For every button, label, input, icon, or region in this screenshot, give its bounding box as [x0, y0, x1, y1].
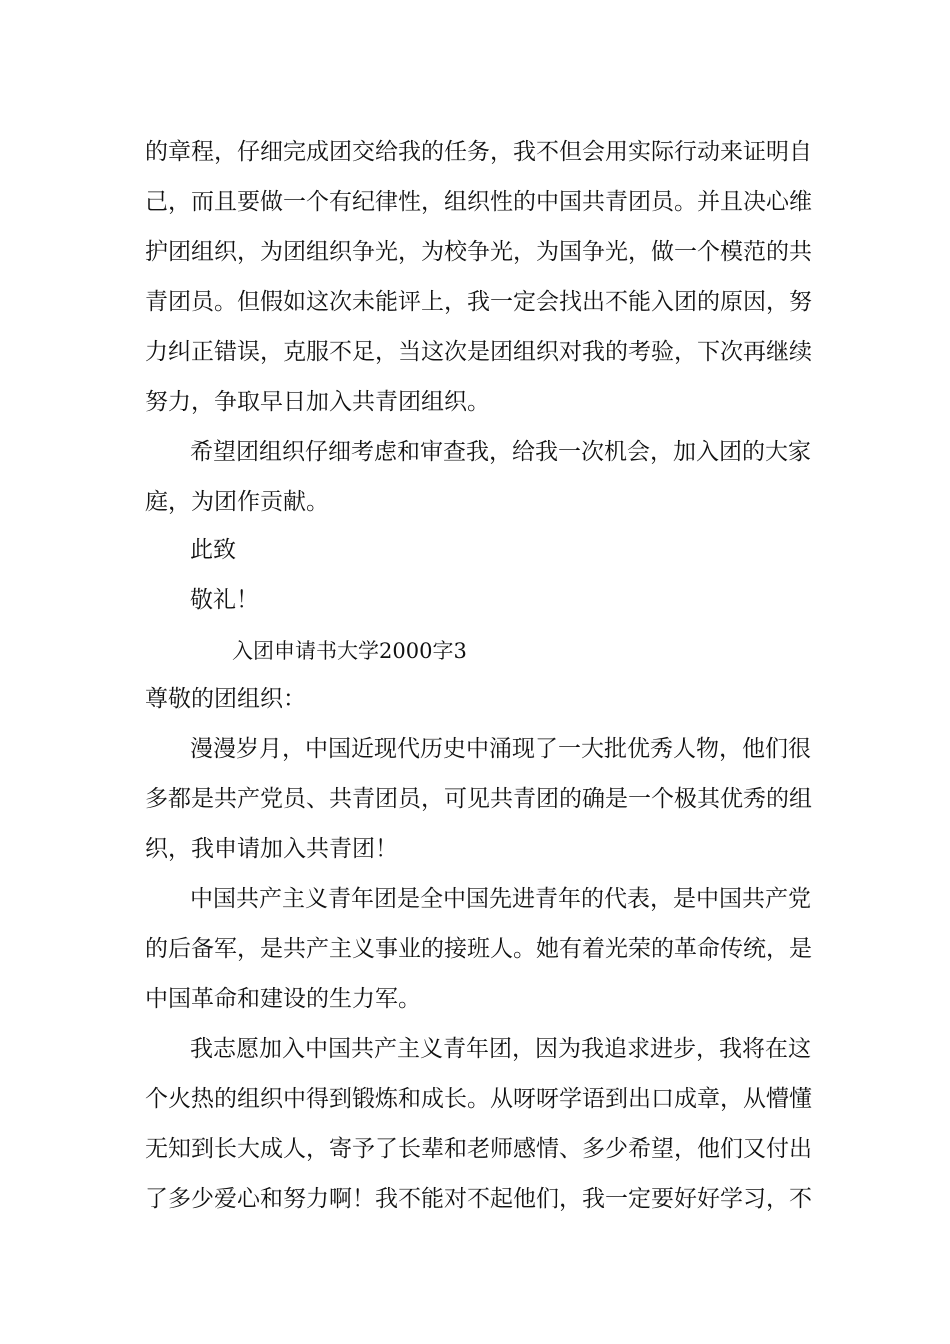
- paragraph-line: 个火热的组织中得到锻炼和成长。从呀呀学语到出口成章，从懵懂: [145, 1086, 812, 1112]
- paragraph-line: 己，而且要做一个有纪律性，组织性的中国共青团员。并且决心维: [145, 189, 812, 215]
- paragraph-line: 的后备军，是共产主义事业的接班人。她有着光荣的革命传统，是: [145, 936, 812, 962]
- paragraph-line: 多都是共产党员、共青团员，可见共青团的确是一个极其优秀的组: [145, 786, 812, 812]
- paragraph-line: 庭，为团作贡献。: [145, 489, 329, 515]
- paragraph-line: 努力，争取早日加入共青团组织。: [145, 389, 490, 415]
- paragraph-line: 希望团组织仔细考虑和审查我，给我一次机会，加入团的大家: [190, 439, 811, 465]
- paragraph-line: 青团员。但假如这次未能评上，我一定会找出不能入团的原因，努: [145, 289, 812, 315]
- paragraph-line: 中国共产主义青年团是全中国先进青年的代表，是中国共产党: [190, 886, 811, 912]
- paragraph-line: 力纠正错误，克服不足，当这次是团组织对我的考验，下次再继续: [145, 339, 812, 365]
- paragraph-line: 的章程，仔细完成团交给我的任务，我不但会用实际行动来证明自: [145, 139, 812, 165]
- greeting: 尊敬的团组织：: [145, 686, 306, 712]
- paragraph-line: 护团组织，为团组织争光，为校争光，为国争光，做一个模范的共: [145, 239, 812, 265]
- paragraph-line: 了多少爱心和努力啊！我不能对不起他们，我一定要好好学习，不: [145, 1186, 812, 1212]
- paragraph-line: 中国革命和建设的生力军。: [145, 986, 421, 1012]
- paragraph-line: 无知到长大成人，寄予了长辈和老师感情、多少希望，他们又付出: [145, 1136, 812, 1162]
- section-title: 入团申请书大学2000字3: [232, 639, 467, 663]
- paragraph-line: 织，我申请加入共青团！: [145, 836, 398, 862]
- closing-regards: 敬礼！: [190, 587, 259, 613]
- paragraph-line: 漫漫岁月，中国近现代历史中涌现了一大批优秀人物，他们很: [190, 736, 811, 762]
- closing-salutation: 此致: [190, 537, 236, 563]
- paragraph-line: 我志愿加入中国共产主义青年团，因为我追求进步，我将在这: [190, 1036, 811, 1062]
